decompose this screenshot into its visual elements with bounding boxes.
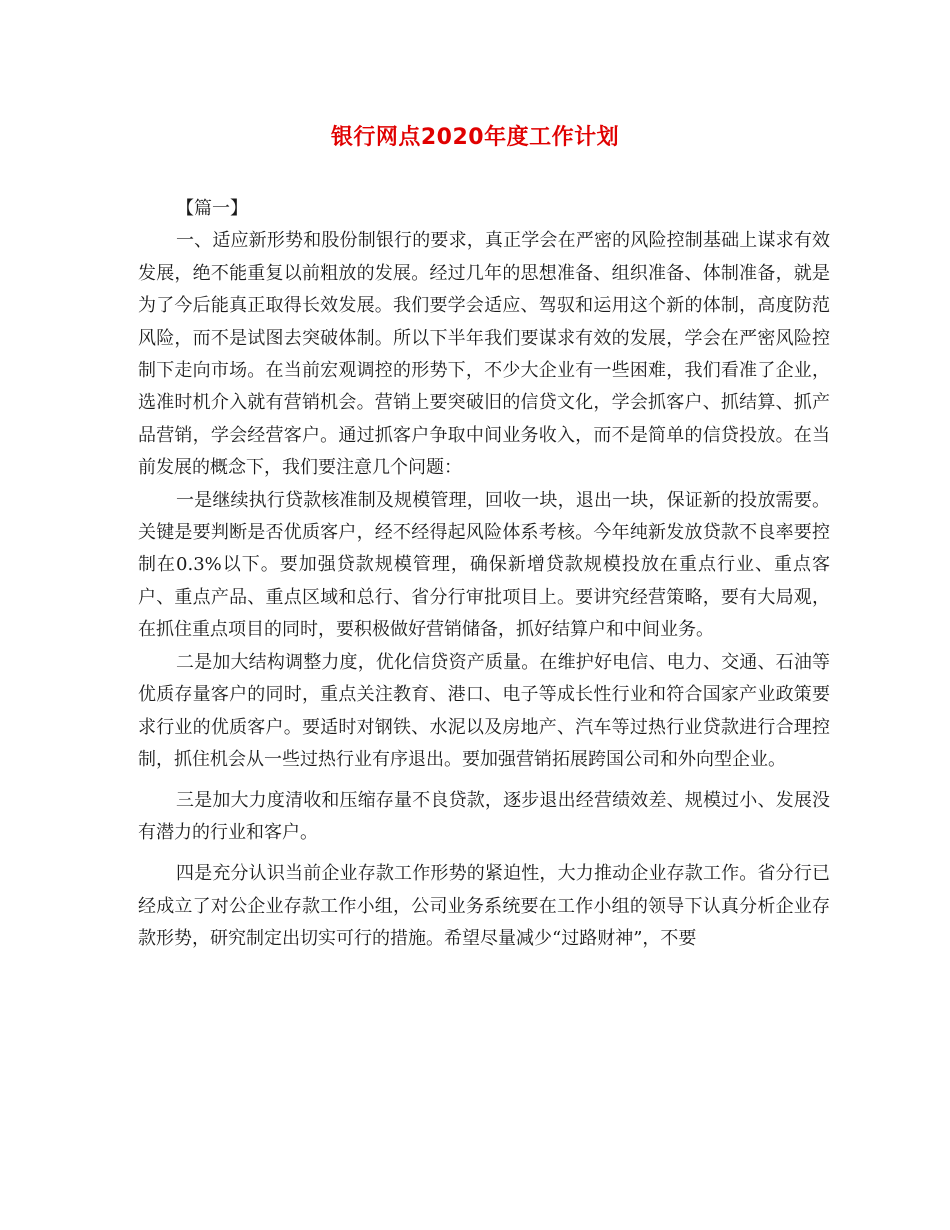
- paragraph: 二是加大结构调整力度，优化信贷资产质量。在维护好电信、电力、交通、石油等优质存量客户的同时，重点关注教育、港口、电子等成长性行业和符合国家产业政策要求行业的优质客户。要适时对钢铁、水泥以及房地产、汽车等过热行业贷款进行合理控制，抓住机会从一些过热行业有序退出。要加强营销拓展跨国公司和外向型企业。: [138, 651, 830, 770]
- paragraph: 一是继续执行贷款核准制及规模管理，回收一块，退出一块，保证新的投放需要。关键是要判断是否优质客户，经不经得起风险体系考核。今年纯新发放贷款不良率要控制在0.3%以下。要加强贷款规模管理，确保新增贷款规模投放在重点行业、重点客户、重点产品、重点区域和总行、省分行审批项目上。要讲究经营策略，要有大局观，在抓住重点项目的同时，要积极做好营销储备，抓好结算户和中间业务。: [138, 489, 830, 641]
- section-label: 【篇一】: [176, 198, 248, 219]
- paragraph: 一、适应新形势和股份制银行的要求，真正学会在严密的风险控制基础上谋求有效发展，绝不能重复以前粗放的发展。经过几年的思想准备、组织准备、体制准备，就是为了今后能真正取得长效发展。我们要学会适应、驾驭和运用这个新的体制，高度防范风险，而不是试图去突破体制。所以下半年我们要谋求有效的发展，学会在严密风险控制下走向市场。在当前宏观调控的形势下，不少大企业有一些困难，我们看准了企业，选准时机介入就有营销机会。营销上要突破旧的信贷文化，学会抓客户、抓结算、抓产品营销，学会经营客户。通过抓客户争取中间业务收入，而不是简单的信贷投放。在当前发展的概念下，我们要注意几个问题：: [138, 230, 830, 479]
- paragraph: 三是加大力度清收和压缩存量不良贷款，逐步退出经营绩效差、规模过小、发展没有潜力的行业和客户。: [138, 789, 830, 844]
- document-body: [138, 193, 830, 964]
- paragraph: 四是充分认识当前企业存款工作形势的紧迫性，大力推动企业存款工作。省分行已经成立了对公企业存款工作小组，公司业务系统要在工作小组的领导下认真分析企业存款形势，研究制定出切实可行的措施。希望尽量减少“过路财神”，不要: [138, 863, 830, 949]
- document-title: 银行网点2020年度工作计划: [330, 125, 620, 150]
